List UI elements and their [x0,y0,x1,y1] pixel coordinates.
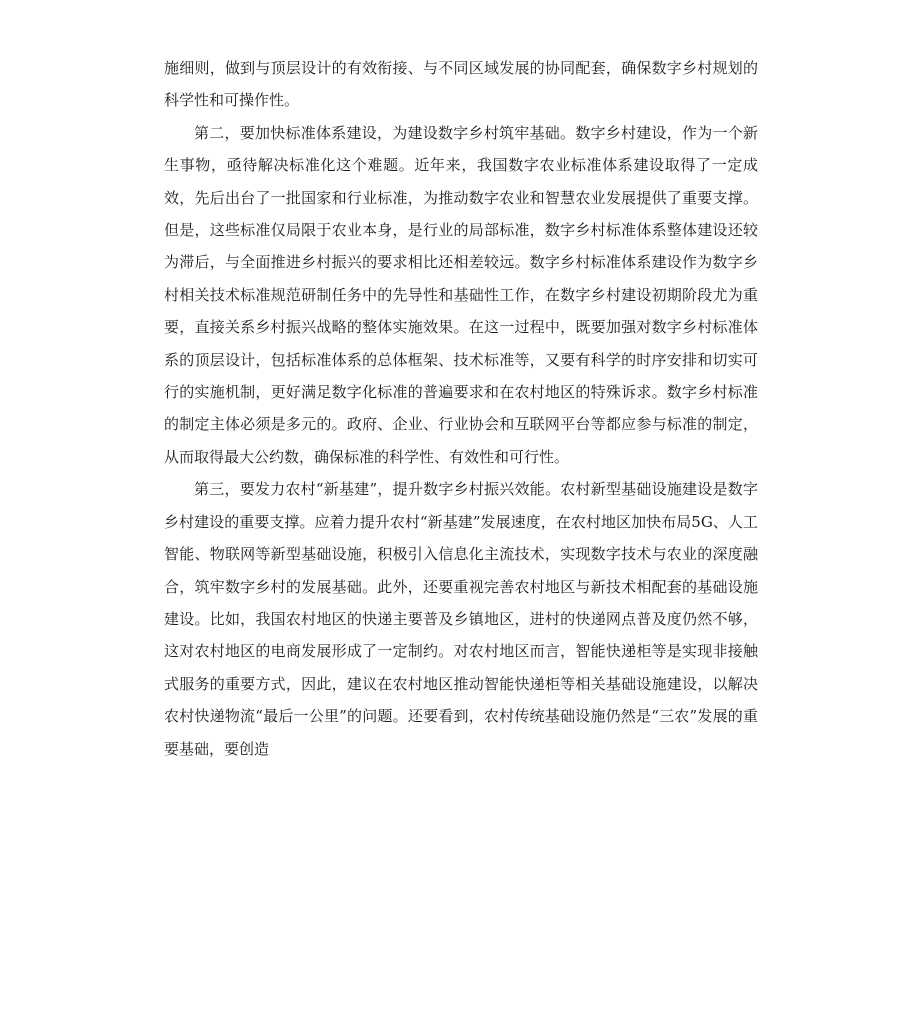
paragraph-new-infrastructure: 第三，要发力农村“新基建”，提升数字乡村振兴效能。农村新型基础设施建设是数字乡村建设的重要支撑。应着力提升农村“新基建”发展速度，在农村地区加快布局5G、人工智能、物联网等新型基础设施，积极引入信息化主流技术，实现数字技术与农业的深度融合，筑牢数字乡村的发展基础。此外，还要重视完善农村地区与新技术相配套的基础设施建设。比如，我国农村地区的快递主要普及乡镇地区，进村的快递网点普及度仍然不够，这对农村地区的电商发展形成了一定制约。对农村地区而言，智能快递柜等是实现非接触式服务的重要方式，因此，建议在农村地区推动智能快递柜等相关基础设施建设，以解决农村快递物流“最后一公里”的问题。还要看到，农村传统基础设施仍然是“三农”发展的重要基础，要创造 [164,480,758,758]
document-body [164,52,758,765]
paragraph-standards-system: 第二，要加快标准体系建设，为建设数字乡村筑牢基础。数字乡村建设，作为一个新生事物，亟待解决标准化这个难题。近年来，我国数字农业标准体系建设取得了一定成效，先后出台了一批国家和行业标准，为推动数字农业和智慧农业发展提供了重要支撑。但是，这些标准仅局限于农业本身，是行业的局部标准，数字乡村标准体系整体建设还较为滞后，与全面推进乡村振兴的要求相比还相差较远。数字乡村标准体系建设作为数字乡村相关技术标准规范研制任务中的先导性和基础性工作，在数字乡村建设初期阶段尤为重要，直接关系乡村振兴战略的整体实施效果。在这一过程中，既要加强对数字乡村标准体系的顶层设计，包括标准体系的总体框架、技术标准等，又要有科学的时序安排和切实可行的实施机制，更好满足数字化标准的普遍要求和在农村地区的特殊诉求。数字乡村标准的制定主体必须是多元的。政府、企业、行业协会和互联网平台等都应参与标准的制定，从而取得最大公约数，确保标准的科学性、有效性和可行性。 [164,123,758,466]
paragraph-continuation: 施细则，做到与顶层设计的有效衔接、与不同区域发展的协同配套，确保数字乡村规划的科学性和可操作性。 [164,59,758,110]
